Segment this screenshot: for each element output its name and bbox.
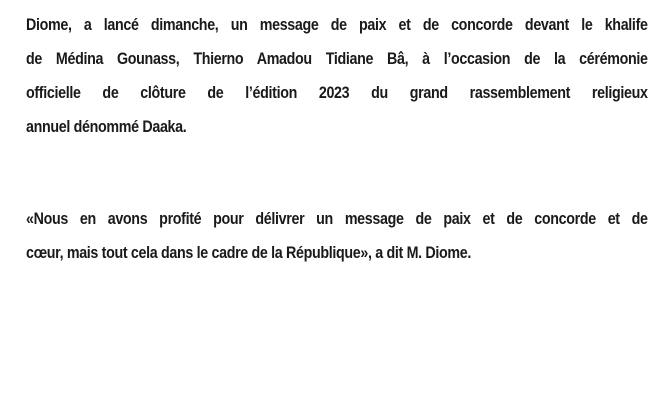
paragraph-line: cœur, mais tout cela dans le cadre de la République», a dit M. Diome. (26, 243, 472, 262)
paragraph-line: annuel dénommé Daaka. (26, 117, 187, 136)
paragraph-line: officielle de clôture de l’édition 2023 du grand rassemblement religieux (26, 83, 648, 102)
paragraph-line: «Nous en avons profité pour délivrer un message de paix et de concorde et de (26, 209, 648, 228)
paragraph-1 (26, 8, 648, 144)
paragraph-line: Diome, a lancé dimanche, un message de paix et de concorde devant le khalife (26, 15, 648, 34)
paragraph-line: de Médina Gounass, Thierno Amadou Tidiane Bâ, à l’occasion de la cérémonie (26, 49, 648, 68)
paragraph-2 (26, 202, 648, 270)
